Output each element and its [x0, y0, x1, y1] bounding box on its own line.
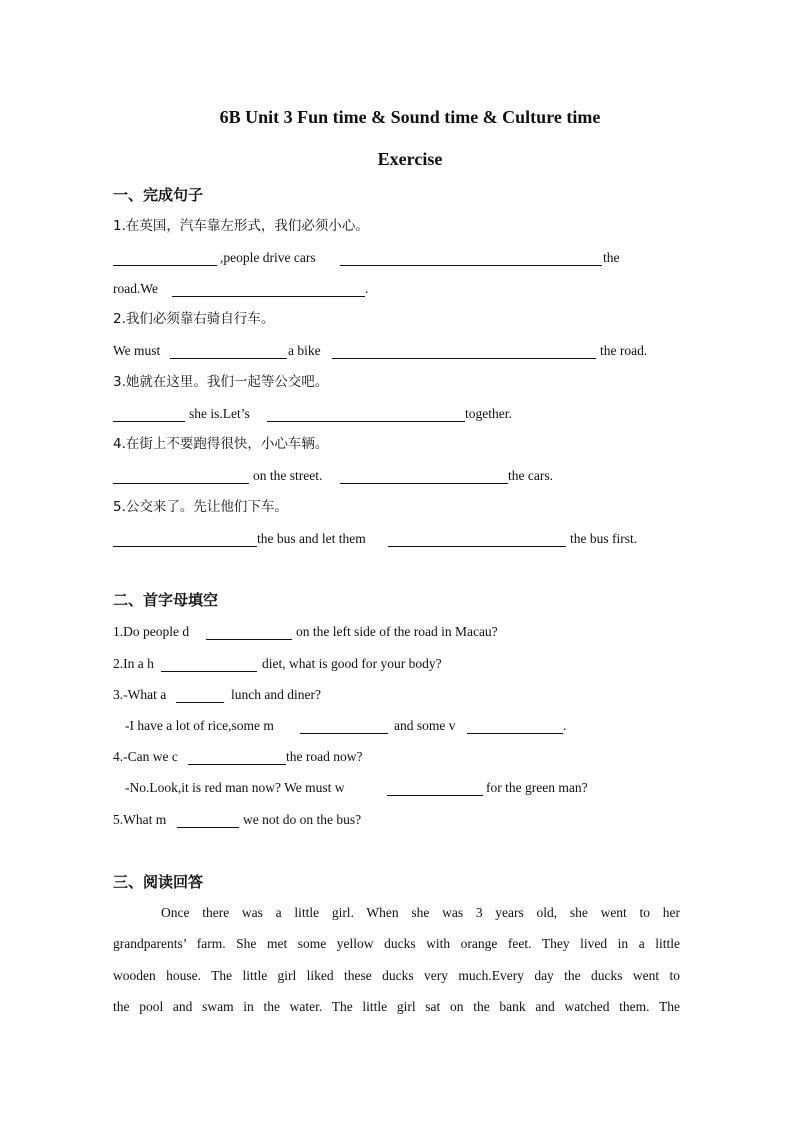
question-3-text: together. — [465, 406, 512, 421]
fill-question-4-reply: -No.Look,it is red man now? We must w — [125, 780, 345, 795]
question-4-prompt: 4.在街上不要跑得很快，小心车辆。 — [113, 436, 329, 452]
fill-question-3: 3.-What a — [113, 687, 167, 702]
question-5-text: the bus and let them — [257, 531, 366, 546]
fill-question-3-reply: -I have a lot of rice,some m — [125, 718, 274, 733]
section-heading-1: 一、完成句子 — [113, 186, 204, 204]
answer-blank[interactable] — [170, 358, 287, 359]
fill-question-2: 2.In a h — [113, 656, 154, 671]
answer-blank[interactable] — [113, 265, 217, 266]
reading-passage-line: grandparents’ farm. She met some yellow ducks with orange feet. They lived in a little — [113, 936, 680, 951]
fill-question-4: 4.-Can we c — [113, 749, 178, 764]
answer-blank[interactable] — [172, 296, 365, 297]
question-5-prompt: 5.公交来了。先让他们下车。 — [113, 499, 288, 515]
reading-passage-line: wooden house. The little girl liked these ducks very much.Every day the ducks went to — [113, 968, 680, 983]
question-1-text: . — [365, 281, 369, 296]
question-3-prompt: 3.她就在这里。我们一起等公交吧。 — [113, 374, 329, 390]
reading-passage-line: the pool and swam in the water. The little girl sat on the bank and watched them. The — [113, 999, 680, 1014]
fill-question-2: diet, what is good for your body? — [262, 656, 442, 671]
page-subtitle: Exercise — [377, 149, 443, 169]
answer-blank[interactable] — [388, 546, 566, 547]
answer-blank[interactable] — [113, 421, 185, 422]
answer-blank[interactable] — [176, 702, 224, 703]
fill-question-5: we not do on the bus? — [243, 812, 362, 827]
question-4-text: the cars. — [508, 468, 553, 483]
answer-blank[interactable] — [206, 639, 292, 640]
question-3-text: she is.Let’s — [189, 406, 250, 421]
question-1-prompt: 1.在英国，汽车靠左形式，我们必须小心。 — [113, 218, 369, 234]
question-5-text: the bus first. — [570, 531, 638, 546]
fill-question-4-reply: for the green man? — [486, 780, 588, 795]
answer-blank[interactable] — [113, 546, 257, 547]
answer-blank[interactable] — [332, 358, 596, 359]
fill-question-4: the road now? — [286, 749, 363, 764]
answer-blank[interactable] — [188, 764, 286, 765]
section-heading-2: 二、首字母填空 — [113, 591, 219, 609]
answer-blank[interactable] — [113, 483, 249, 484]
answer-blank[interactable] — [467, 733, 563, 734]
fill-question-3-reply: and some v — [394, 718, 456, 733]
answer-blank[interactable] — [387, 795, 483, 796]
fill-question-1: 1.Do people d — [113, 624, 190, 639]
answer-blank[interactable] — [161, 671, 257, 672]
page-title: 6B Unit 3 Fun time & Sound time & Culture time — [219, 107, 601, 127]
question-2-text: a bike — [288, 343, 321, 358]
reading-passage-line: Once there was a little girl. When she was 3 years old, she went to her — [161, 905, 680, 920]
answer-blank[interactable] — [177, 827, 239, 828]
answer-blank[interactable] — [340, 483, 508, 484]
question-2-prompt: 2.我们必须靠右骑自行车。 — [113, 311, 275, 327]
fill-question-3: lunch and diner? — [231, 687, 321, 702]
question-2-text: the road. — [600, 343, 648, 358]
fill-question-1: on the left side of the road in Macau? — [296, 624, 498, 639]
question-1-text: ,people drive cars — [220, 250, 316, 265]
question-1-text: the — [603, 250, 620, 265]
section-heading-3: 三、阅读回答 — [113, 873, 204, 891]
question-4-text: on the street. — [253, 468, 323, 483]
answer-blank[interactable] — [267, 421, 465, 422]
question-1-text: road.We — [113, 281, 159, 296]
answer-blank[interactable] — [300, 733, 388, 734]
fill-question-5: 5.What m — [113, 812, 167, 827]
fill-question-3-reply: . — [563, 718, 567, 733]
question-2-text: We must — [113, 343, 161, 358]
answer-blank[interactable] — [340, 265, 602, 266]
